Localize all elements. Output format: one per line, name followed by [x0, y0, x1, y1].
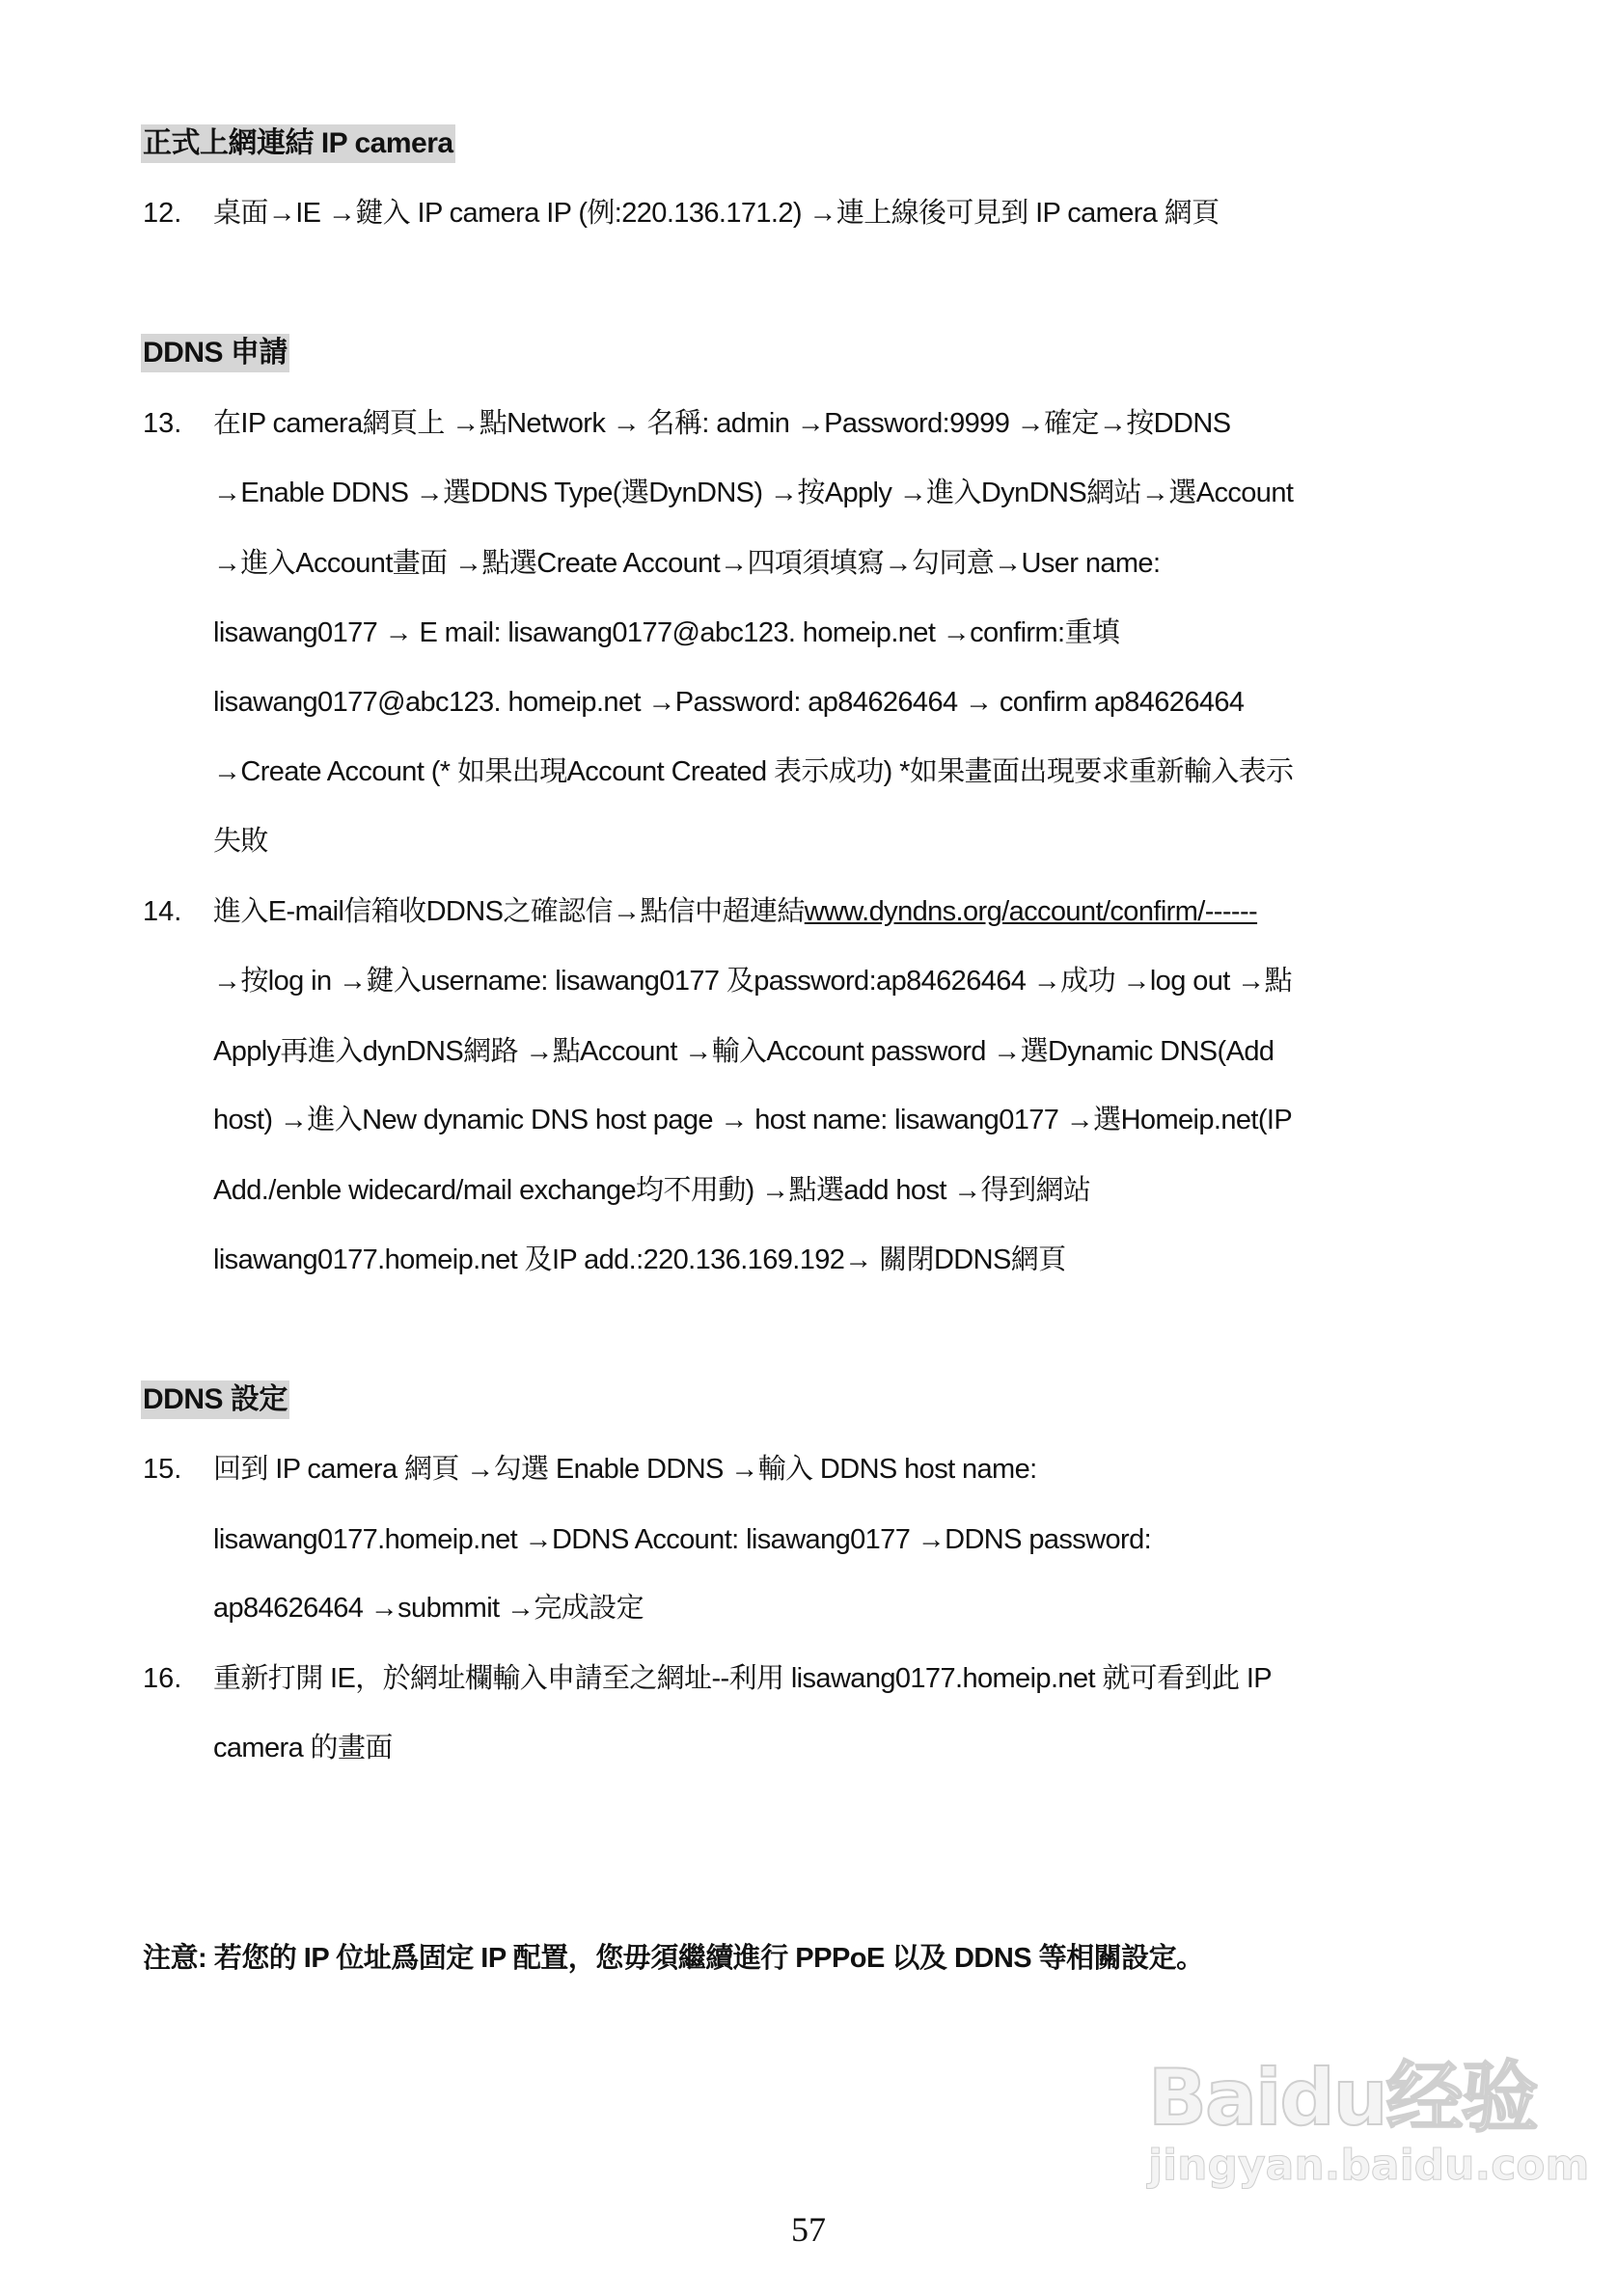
item-13-line: →進入Account畫面 →點選Create Account→四項須填寫→勾同意→User name: — [213, 548, 1161, 579]
item-14-line: lisawang0177.homeip.net 及IP add.:220.136.169.192→ 關閉DDNS網頁 — [213, 1244, 1066, 1275]
watermark-url: jingyan.baidu.com — [1148, 2141, 1590, 2190]
item-number-16: 16. — [143, 1663, 182, 1694]
page-number: 57 — [791, 2210, 826, 2249]
item-16-line: camera 的畫面 — [213, 1733, 393, 1763]
item-15-line: lisawang0177.homeip.net →DDNS Account: lisawang0177 →DDNS password: — [213, 1524, 1152, 1555]
item-number-15: 15. — [143, 1454, 182, 1485]
item-14-line: Add./enble widecard/mail exchange均不用動) →點選add host →得到網站 — [213, 1175, 1091, 1206]
item-14-line: →按log in →鍵入username: lisawang0177 及password:ap84626464 →成功 →log out →點 — [213, 966, 1292, 997]
heading-ddns-settings: DDNS 設定 — [141, 1380, 289, 1419]
item-14-text: 進入E-mail信箱收DDNS之確認信→點信中超連結 — [213, 896, 805, 927]
item-13-line: →Enable DDNS →選DDNS Type(選DynDNS) →按Apply →進入DynDNS網站→選Account — [213, 478, 1294, 508]
heading-ddns-apply: DDNS 申請 — [141, 334, 289, 372]
watermark-logo: Baidu经验 — [1148, 2053, 1537, 2143]
heading-ip-camera-connect: 正式上網連結 IP camera — [141, 124, 455, 163]
item-number-12: 12. — [143, 198, 182, 229]
item-13-line: 在IP camera網頁上 →點Network → 名稱: admin →Password:9999 →確定→按DDNS — [213, 408, 1231, 439]
item-13-line: lisawang0177@abc123. homeip.net →Password: ap84626464 → confirm ap84626464 — [213, 687, 1245, 718]
note-text: 注意: 若您的 IP 位址爲固定 IP 配置，您毋須繼續進行 PPPoE 以及 DDNS 等相關設定。 — [143, 1943, 1204, 1974]
item-15-line: ap84626464 →submmit →完成設定 — [213, 1593, 644, 1624]
item-13-line: lisawang0177 → E mail: lisawang0177@abc123. homeip.net →confirm:重填 — [213, 617, 1120, 648]
item-14-line: Apply再進入dynDNS網路 →點Account →輸入Account password →選Dynamic DNS(Add — [213, 1036, 1274, 1067]
item-14-line: host) →進入New dynamic DNS host page → host name: lisawang0177 →選Homeip.net(IP — [213, 1105, 1293, 1135]
item-13-line: →Create Account (* 如果出現Account Created 表示成功) *如果畫面出現要求重新輸入表示 — [213, 756, 1294, 787]
confirm-link[interactable]: www.dyndns.org/account/confirm/------ — [804, 896, 1258, 927]
baidu-watermark — [1148, 2055, 1589, 2190]
item-13-line: 失敗 — [213, 826, 268, 857]
item-15-line: 回到 IP camera 網頁 →勾選 Enable DDNS →輸入 DDNS host name: — [213, 1454, 1037, 1485]
item-number-13: 13. — [143, 408, 182, 439]
item-16-line: 重新打開 IE，於網址欄輸入申請至之網址--利用 lisawang0177.homeip.net 就可看到此 IP — [213, 1663, 1273, 1694]
item-14-line — [213, 892, 1257, 931]
item-number-14: 14. — [143, 896, 182, 927]
item-12-line: 桌面→IE →鍵入 IP camera IP (例:220.136.171.2) →連上線後可見到 IP camera 網頁 — [213, 198, 1220, 229]
